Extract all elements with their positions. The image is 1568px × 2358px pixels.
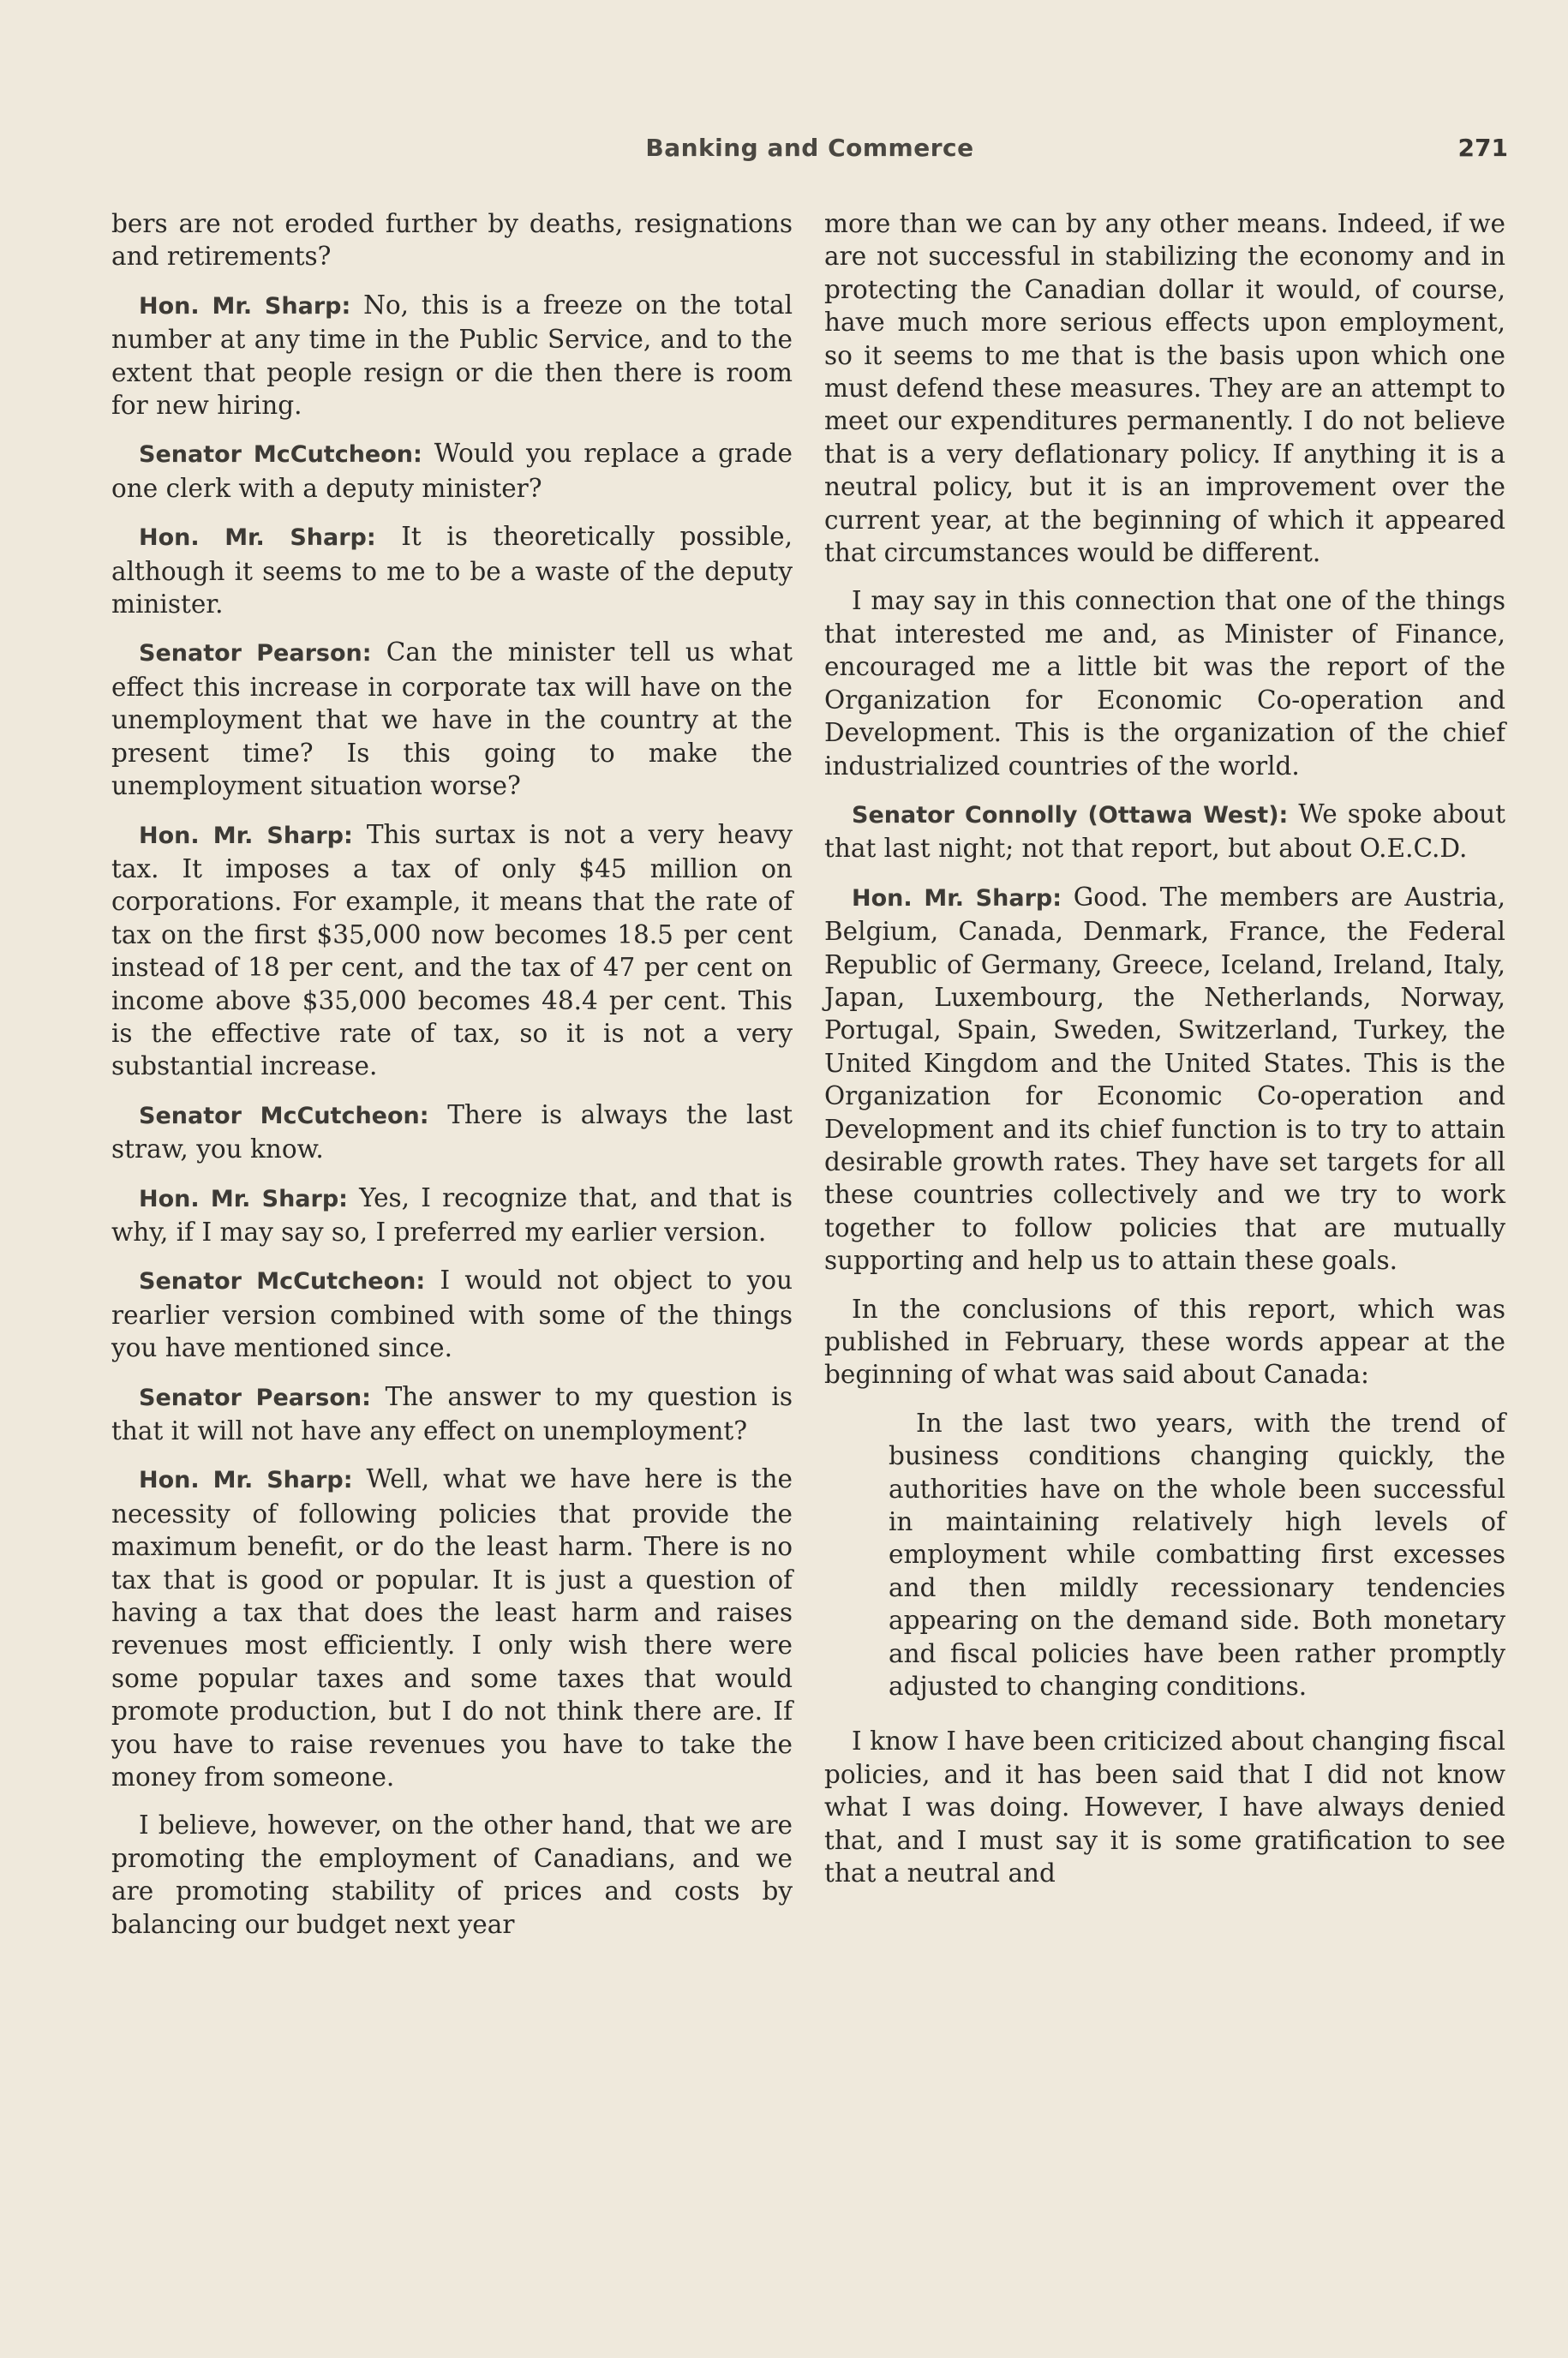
paragraph: Hon. Mr. Sharp: No, this is a freeze on the total number at any time in the Public Service, and to the extent that people resign or die then there is room for new hiring. bbox=[111, 290, 793, 421]
paragraph: Hon. Mr. Sharp: Well, what we have here is the necessity of following policies that provide the maximum benefit, or do the least harm. There is no tax that is good or popular. It is just a question of having a tax that does the least harm and raises revenues most efficiently. I only wish there were some popular taxes and some taxes that would promote production, but I do not think there are. If you have to raise revenues you have to take the money from someone. bbox=[111, 1464, 793, 1792]
page-number: 271 bbox=[1457, 134, 1508, 162]
paragraph: I may say in this connection that one of the things that interested me and, as Minister of Finance, encouraged me a little bit was the report of the Organization for Economic Co-operation and Development. This is the organization of the chief industrialized countries of the world. bbox=[824, 586, 1505, 781]
left-column bbox=[111, 207, 793, 1956]
paragraph: Hon. Mr. Sharp: It is theoretically possible, although it seems to me to be a waste of the deputy minister. bbox=[111, 522, 793, 619]
paragraph: Senator Connolly (Ottawa West): We spoke about that last night; not that report, but about O.E.C.D. bbox=[824, 799, 1505, 864]
paragraph: I know I have been criticized about changing fiscal policies, and it has been said that I did not know what I was doing. However, I have always denied that, and I must say it is some gratification to see that a neutral and bbox=[824, 1727, 1505, 1888]
paragraph: Senator McCutcheon: There is always the last straw, you know. bbox=[111, 1099, 793, 1164]
paragraph: more than we can by any other means. Indeed, if we are not successful in stabilizing the economy and in protecting the Canadian dollar it would, of course, have much more serious effects upon employment, so it seems to me that is the basis upon which one must defend these measures. They are an attempt to meet our expenditures permanently. I do not believe that is a very deflationary policy. If anything it is a neutral policy, but it is an improvement over the current year, at the beginning of which it appeared that circumstances would be different. bbox=[824, 209, 1505, 568]
speaker-name: Senator Pearson: bbox=[139, 1384, 371, 1411]
speaker-name: Senator Pearson: bbox=[139, 640, 372, 667]
speaker-name: Hon. Mr. Sharp: bbox=[139, 1467, 353, 1494]
speaker-name: Hon. Mr. Sharp: bbox=[852, 884, 1062, 912]
paragraph: Senator McCutcheon: I would not object to you rearlier version combined with some of the things you have mentioned since. bbox=[111, 1266, 793, 1363]
right-column bbox=[824, 207, 1505, 1906]
speaker-name: Hon. Mr. Sharp: bbox=[139, 822, 353, 849]
speaker-name: Hon. Mr. Sharp: bbox=[139, 1185, 348, 1212]
paragraph: Hon. Mr. Sharp: Yes, I recognize that, and that is why, if I may say so, I preferred my earlier version. bbox=[111, 1182, 793, 1247]
speaker-name: Senator McCutcheon: bbox=[139, 1102, 429, 1129]
speaker-name: Senator Connolly (Ottawa West): bbox=[852, 801, 1289, 829]
page-header bbox=[111, 134, 1508, 171]
paragraph: In the conclusions of this report, which was published in February, these words appear at the beginning of what was said about Canada: bbox=[824, 1294, 1505, 1390]
speaker-name: Senator McCutcheon: bbox=[139, 441, 422, 469]
speaker-name: Senator McCutcheon: bbox=[139, 1268, 426, 1296]
running-head: Banking and Commerce bbox=[645, 134, 974, 162]
paragraph: I believe, however, on the other hand, that we are promoting the employment of Canadians, and we are promoting stability of prices and costs by balancing our budget next year bbox=[111, 1810, 793, 1939]
paragraph: Senator Pearson: The answer to my question is that it will not have any effect on unemployment? bbox=[111, 1381, 793, 1445]
paragraph: Hon. Mr. Sharp: Good. The members are Austria, Belgium, Canada, Denmark, France, the Federal Republic of Germany, Greece, Iceland, Ireland, Italy, Japan, Luxembourg, the Netherlands, Norway, Portugal, Spain, Sweden, Switzerland, Turkey, the United Kingdom and the United States. This is the Organization for Economic Co-operation and Development and its chief function is to try to attain desirable growth rates. They have set targets for all these countries collectively and we try to work together to follow policies that are mutually supporting and help us to attain these goals. bbox=[824, 882, 1505, 1276]
speaker-name: Hon. Mr. Sharp: bbox=[139, 292, 351, 320]
speaker-name: Hon. Mr. Sharp: bbox=[139, 524, 376, 552]
paragraph: bers are not eroded further by deaths, resignations and retirements? bbox=[111, 209, 793, 272]
block-quote: In the last two years, with the trend of business conditions changing quickly, the authorities have on the whole been successful in maintaining relatively high levels of employment while combatting first excesses and then mildly recessionary tendencies appearing on the demand side. Both monetary and fiscal policies have been rather promptly adjusted to changing conditions. bbox=[889, 1408, 1505, 1702]
paragraph: Hon. Mr. Sharp: This surtax is not a very heavy tax. It imposes a tax of only $45 million on corporations. For example, it means that the rate of tax on the first $35,000 now becomes 18.5 per cent instead of 18 per cent, and the tax of 47 per cent on income above $35,000 becomes 48.4 per cent. This is the effective rate of tax, so it is not a very substantial increase. bbox=[111, 819, 793, 1081]
paragraph: Senator Pearson: Can the minister tell us what effect this increase in corporate tax will have on the unemployment that we have in the country at the present time? Is this going to make the unemployment situation worse? bbox=[111, 637, 793, 801]
paragraph: Senator McCutcheon: Would you replace a grade one clerk with a deputy minister? bbox=[111, 439, 793, 503]
